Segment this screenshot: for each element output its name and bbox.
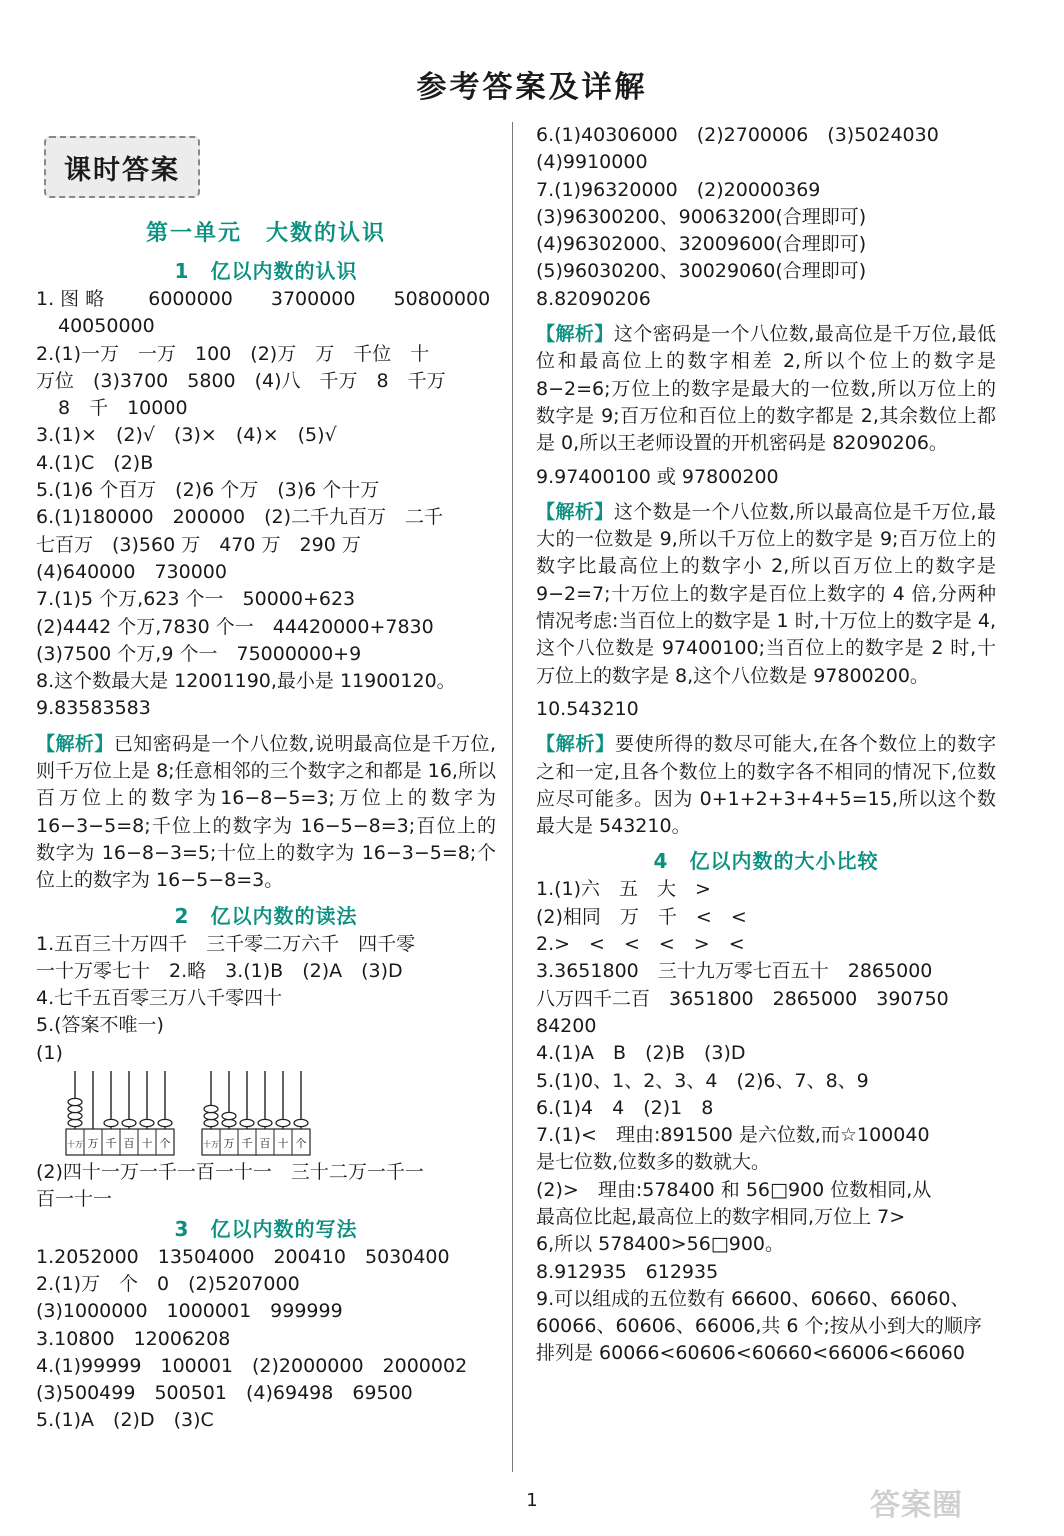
abacus-bead [204, 1112, 218, 1119]
left-column [36, 122, 496, 1435]
answer-line: (2)> 理由:578400 和 56□900 位数相同,从 [536, 1178, 932, 1201]
abacus-figure [36, 1067, 496, 1159]
answer-line: (2)4442 个万,7830 个一 44420000+7830 [36, 615, 434, 638]
answer-line: 百一十一 [36, 1188, 113, 1211]
abacus-place-label: 千 [241, 1137, 253, 1151]
answer-line: 3.3651800 三十九万零七百五十 2865000 [536, 960, 933, 983]
answer-line: 七百万 (3)560 万 470 万 290 万 [36, 533, 361, 556]
answer-line: 40050000 [58, 315, 155, 338]
answer-line: 八万四千二百 3651800 2865000 390750 [536, 987, 949, 1010]
answer-line: 8.82090206 [536, 287, 651, 310]
analysis-block [536, 321, 996, 457]
abacus-bead [204, 1105, 218, 1112]
abacus-bead [140, 1119, 154, 1126]
answer-line: 排列是 60066<60606<60660<66006<66060 [536, 1342, 965, 1365]
answer-line: 3.10800 12006208 [36, 1327, 231, 1350]
answer-line: 60066、60606、66006,共 6 个;按从小到大的顺序 [536, 1315, 982, 1338]
answer-line: (3)7500 个万,9 个一 75000000+9 [36, 642, 362, 665]
answer-line: 4.(1)99999 100001 (2)2000000 2000002 [36, 1354, 468, 1377]
answer-line: 84200 [536, 1014, 597, 1037]
answer-line: 1. 图 略 6000000 3700000 50800000 [36, 288, 491, 310]
abacus-place-label: 十万 [67, 1140, 83, 1150]
answer-line: 8.这个数最大是 12001190,最小是 11900120。 [36, 670, 456, 693]
section-3-answers-cont [536, 122, 996, 313]
abacus-place-label: 百 [259, 1137, 271, 1151]
abacus-bead [204, 1119, 218, 1126]
answer-line: 8 千 10000 [58, 397, 188, 420]
unit-title: 第一单元 大数的认识 [145, 221, 386, 246]
answer-line: 2.(1)一万 一万 100 (2)万 万 千位 十 [36, 342, 430, 365]
abacus-place-label: 万 [223, 1137, 235, 1151]
answer-line: (3)1000000 1000001 999999 [36, 1300, 343, 1323]
analysis-tag: 【解析】 [536, 323, 614, 346]
answer-line: 是七位数,位数多的数就大。 [536, 1151, 771, 1174]
answer-line: 7.(1)< 理由:891500 是六位数,而☆100040 [536, 1124, 930, 1147]
answer-line: 1.五百三十万四千 三千零二万六千 四千零 [36, 932, 416, 955]
answer-line: 1.(1)六 五 大 > [536, 878, 711, 901]
abacus-bead [258, 1119, 272, 1126]
analysis-text: 这个密码是一个八位数,最高位是千万位,最低位和最高位上的数字相差 2,所以个位上的数字是 8−2=6;万位上的数字是最大的一位数,所以万位上的数字是 9;百万位和百位上的数字都是 2,其余数位上都是 0,所以王老师设置的开机密码是 82090206。 [536, 323, 996, 455]
abacus-bead [240, 1119, 254, 1126]
answer-line: 5.(1)0、1、2、3、4 (2)6、7、8、9 [536, 1069, 869, 1092]
answer-line: 9.可以组成的五位数有 66600、60660、66060、 [536, 1287, 970, 1310]
answer-line: 2.(1)万 个 0 (2)5207000 [36, 1272, 300, 1295]
abacus-bead [68, 1119, 82, 1126]
analysis-tag: 【解析】 [36, 732, 114, 755]
answer-line: 5.(1)6 个百万 (2)6 个万 (3)6 个十万 [36, 479, 380, 502]
abacus-bead [222, 1112, 236, 1119]
page-title: 参考答案及详解 [416, 70, 648, 105]
answer-line: (3)500499 500501 (4)69498 69500 [36, 1382, 413, 1405]
abacus-bead [276, 1119, 290, 1126]
abacus-bead [104, 1119, 118, 1126]
answer-line: 2.> < < < > < [536, 933, 745, 956]
analysis-text: 这个数是一个八位数,所以最高位是千万位,最大的一位数是 9,所以千万位上的数字是 9;百万位上的数字比最高位上的数字小 2,所以百万位上的数字是 9−2=7;十万位上的数字是百位上数字的 4 倍,分两种情况考虑:当百位上的数字是 1 时,十万位上的数字是 4,这个八位数是 97400100;当百位上的数字是 2 时,十万位上的数字是 8,这个八位数是 97800200。 [536, 500, 996, 687]
abacus-bead [122, 1119, 136, 1126]
abacus-label: (1) [36, 1041, 63, 1064]
section-title-1: 1 亿以内数的认识 [174, 259, 358, 283]
analysis-tag: 【解析】 [536, 733, 615, 756]
answer-line: 6.(1)180000 200000 (2)二千九百万 二千 [36, 506, 444, 529]
column-divider [512, 122, 513, 1472]
answer-line: (2)四十一万一千一百一十一 三十二万一千一 [36, 1161, 424, 1184]
section-3-answers [36, 1244, 496, 1435]
abacus-bead [294, 1119, 308, 1126]
answer-line: (4)640000 730000 [36, 560, 227, 583]
abacus-place-label: 个 [159, 1137, 171, 1151]
abacus-place-label: 十万 [203, 1140, 219, 1150]
answer-line: 5.(答案不唯一) [36, 1014, 164, 1037]
analysis-text: 要使所得的数尽可能大,在各个数位上的数字之和一定,且各个数位上的数字各不相同的情况下,位数应尽可能多。因为 0+1+2+3+4+5=15,所以这个数最大是 543210。 [536, 733, 996, 838]
analysis-block [536, 499, 996, 690]
abacus-place-label: 万 [87, 1137, 99, 1151]
watermark-logo: 答案圈 [870, 1488, 963, 1523]
page-number: 1 [526, 1490, 538, 1511]
answer-line: 6.(1)4 4 (2)1 8 [536, 1096, 714, 1119]
abacus-bead [68, 1105, 82, 1112]
answer-line: 一十万零七十 2.略 3.(1)B (2)A (3)D [36, 959, 403, 982]
answer-line: 3.(1)× (2)√ (3)× (4)× (5)√ [36, 424, 337, 447]
answer-line: 9.83583583 [36, 697, 151, 720]
section-1-answers [36, 286, 496, 723]
abacus-place-label: 十 [141, 1137, 153, 1151]
section-4-answers [536, 876, 996, 1367]
answer-line: 4.(1)C (2)B [36, 451, 154, 474]
answer-line: 10.543210 [536, 697, 639, 720]
answer-line: 4.(1)A B (2)B (3)D [536, 1042, 746, 1065]
abacus-bead [68, 1112, 82, 1119]
answer-line: 4.七千五百零三万八千零四十 [36, 987, 283, 1010]
abacus-place-label: 千 [105, 1137, 117, 1151]
answer-line: 万位 (3)3700 5800 (4)八 千万 8 千万 [36, 369, 446, 392]
lesson-answers-badge: 课时答案 [44, 136, 200, 198]
section-title-3: 3 亿以内数的写法 [174, 1216, 358, 1241]
answer-line: (2)相同 万 千 < < [536, 905, 747, 928]
abacus-diagram [36, 1067, 496, 1159]
answer-line: 9.97400100 或 97800200 [536, 465, 779, 488]
section-2-answers [36, 931, 496, 1040]
answer-line: (3)96300200、90063200(合理即可) [536, 205, 867, 228]
analysis-block [36, 731, 496, 895]
answer-line: (5)96030200、30029060(合理即可) [536, 260, 867, 283]
answer-line: 1.2052000 13504000 200410 5030400 [36, 1245, 450, 1268]
answer-line: 6.(1)40306000 (2)2700006 (3)5024030 [536, 124, 939, 146]
abacus-place-label: 个 [295, 1137, 307, 1151]
answer-line: 8.912935 612935 [536, 1260, 719, 1283]
right-column [536, 122, 996, 1368]
answer-line: 7.(1)5 个万,623 个一 50000+623 [36, 588, 356, 611]
section-title-4: 4 亿以内数的大小比较 [653, 849, 879, 874]
section-title-2: 2 亿以内数的读法 [174, 903, 358, 928]
analysis-block [536, 731, 996, 840]
analysis-text: 已知密码是一个八位数,说明最高位是千万位,则千万位上是 8;任意相邻的三个数字之和都是 16,所以百万位上的数字为16−8−5=3;万位上的数字为 16−3−5=8;千位上的数字为 16−5−8=3;百位上的数字为 16−8−3=5;十位上的数字为 16−3−5=8;个位上的数字为 16−5−8=3。 [36, 732, 496, 892]
abacus-place-label: 百 [123, 1137, 135, 1151]
answer-line: 6,所以 578400>56□900。 [536, 1233, 785, 1256]
answer-line: (4)96302000、32009600(合理即可) [536, 233, 867, 256]
abacus-place-label: 十 [277, 1137, 289, 1151]
abacus-bead [68, 1098, 82, 1105]
answer-line: 最高位比起,最高位上的数字相同,万位上 7> [536, 1205, 906, 1228]
analysis-tag: 【解析】 [536, 500, 614, 523]
abacus-bead [158, 1119, 172, 1126]
answer-line: 5.(1)A (2)D (3)C [36, 1409, 214, 1432]
answer-line: 7.(1)96320000 (2)20000369 [536, 178, 821, 201]
answer-line: (4)9910000 [536, 151, 648, 174]
section-2-answers-cont [36, 1159, 496, 1214]
abacus-bead [222, 1119, 236, 1126]
